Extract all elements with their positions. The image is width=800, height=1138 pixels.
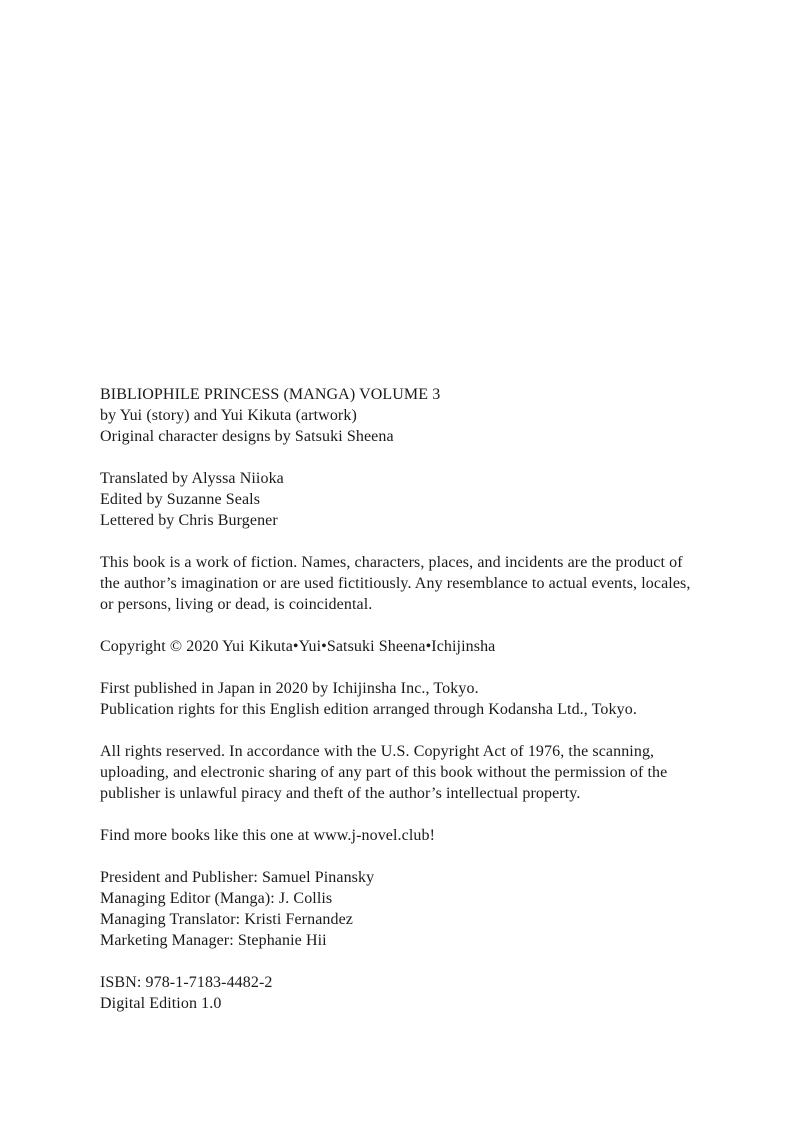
publisher-credit: President and Publisher: Samuel Pinansky [100, 869, 375, 886]
colophon-text [100, 384, 760, 1014]
rights-line-2: uploading, and electronic sharing of any part of this book without the permission of the [100, 764, 668, 781]
copyright-line: Copyright © 2020 Yui Kikuta•Yui•Satsuki Sheena•Ichijinsha [100, 638, 496, 655]
publication-block [100, 678, 760, 720]
disclaimer-line-3: or persons, living or dead, is coincidental. [100, 596, 373, 613]
disclaimer-block [100, 552, 760, 615]
edition-block [100, 972, 760, 1014]
staff-block [100, 867, 760, 951]
managing-editor-credit: Managing Editor (Manga): J. Collis [100, 890, 333, 907]
copyright-block [100, 636, 760, 657]
rights-line-1: All rights reserved. In accordance with the U.S. Copyright Act of 1976, the scanning, [100, 743, 655, 760]
title-block [100, 384, 760, 447]
disclaimer-line-2: the author’s imagination or are used fictitiously. Any resemblance to actual events, locales, [100, 575, 691, 592]
translator-credit: Translated by Alyssa Niioka [100, 470, 284, 487]
rights-line-3: publisher is unlawful piracy and theft of the author’s intellectual property. [100, 785, 581, 802]
promo-block [100, 825, 760, 846]
digital-edition-line: Digital Edition 1.0 [100, 995, 222, 1012]
marketing-manager-credit: Marketing Manager: Stephanie Hii [100, 932, 327, 949]
character-design-credit: Original character designs by Satsuki Sheena [100, 428, 394, 445]
first-published-line: First published in Japan in 2020 by Ichijinsha Inc., Tokyo. [100, 680, 479, 697]
editor-credit: Edited by Suzanne Seals [100, 491, 261, 508]
publication-rights-line: Publication rights for this English edition arranged through Kodansha Ltd., Tokyo. [100, 701, 637, 718]
managing-translator-credit: Managing Translator: Kristi Fernandez [100, 911, 353, 928]
disclaimer-line-1: This book is a work of fiction. Names, characters, places, and incidents are the product of [100, 554, 683, 571]
story-artwork-credit: by Yui (story) and Yui Kikuta (artwork) [100, 407, 357, 424]
isbn-line: ISBN: 978-1-7183-4482-2 [100, 974, 273, 991]
promo-line: Find more books like this one at www.j-novel.club! [100, 827, 436, 844]
book-title: BIBLIOPHILE PRINCESS (MANGA) VOLUME 3 [100, 386, 441, 403]
credits-block [100, 468, 760, 531]
letterer-credit: Lettered by Chris Burgener [100, 512, 278, 529]
rights-block [100, 741, 760, 804]
